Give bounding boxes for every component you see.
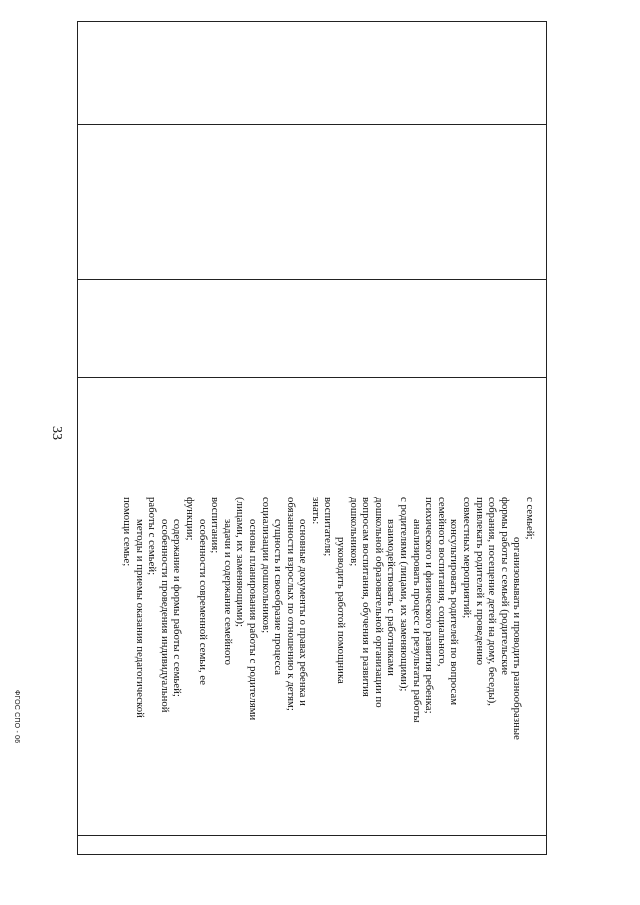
- text-line: помощи семье;: [121, 497, 133, 567]
- text-line: задачи и содержание семейного: [221, 519, 234, 666]
- text-line: дошкольной образовательной организации по: [372, 497, 385, 708]
- text-line: сущность и своеобразие процесса: [272, 519, 285, 676]
- text-line: психического и физического развития ребенка;: [423, 497, 436, 714]
- text-line: организовывать и проводить разнообразные: [511, 537, 524, 740]
- text-line: руководить работой помощника: [335, 537, 348, 684]
- text-line: собрания, посещение детей на дому, беседы),: [486, 497, 499, 706]
- table-row-divider: [78, 279, 546, 280]
- text-line: работы с семьей;: [146, 497, 159, 576]
- text-line: воспитания;: [209, 497, 222, 554]
- page-number: 33: [49, 426, 64, 440]
- text-line: совместных мероприятий;: [461, 497, 474, 619]
- text-line: вопросам воспитания, обучения и развития: [360, 497, 373, 697]
- text-line: дошкольников;: [347, 497, 360, 567]
- table-row-divider: [78, 377, 546, 378]
- text-line: особенности проведения индивидуальной: [158, 519, 171, 713]
- text-line: с родителями (лицами, их заменяющими);: [398, 497, 411, 692]
- text-line: основы планирования работы с родителями: [246, 519, 259, 721]
- text-line: привлекать родителей к проведению: [473, 497, 486, 666]
- page-footer: ФГОС СПО - 06: [13, 690, 20, 744]
- text-line: взаимодействовать с работниками: [385, 519, 398, 676]
- text-line: основные документы о правах ребенка и: [297, 519, 310, 706]
- text-line: обязанности взрослых по отношению к детям;: [284, 497, 297, 711]
- text-line: анализировать процесс и результаты работы: [410, 519, 423, 723]
- text-line: формы работы с семьей (родительские: [498, 497, 511, 676]
- text-line: воспитателя;: [322, 497, 335, 557]
- text-line: особенности современной семьи, ее: [196, 519, 209, 685]
- text-line: с семьей;: [524, 497, 536, 540]
- text-line: методы и приемы оказания педагогической: [133, 519, 146, 718]
- text-line: (лицами, их заменяющими);: [234, 497, 247, 628]
- text-line: социализации дошкольников;: [259, 497, 272, 634]
- table-row-divider: [78, 124, 546, 125]
- text-line: знать:: [309, 497, 322, 525]
- competency-cell-text: [86, 497, 536, 855]
- text-line: семейного воспитания, социального,: [435, 497, 448, 667]
- text-line: функции;: [183, 497, 196, 541]
- text-line: содержание и формы работы с семьей;: [171, 519, 184, 697]
- text-line: консультировать родителей по вопросам: [448, 519, 461, 706]
